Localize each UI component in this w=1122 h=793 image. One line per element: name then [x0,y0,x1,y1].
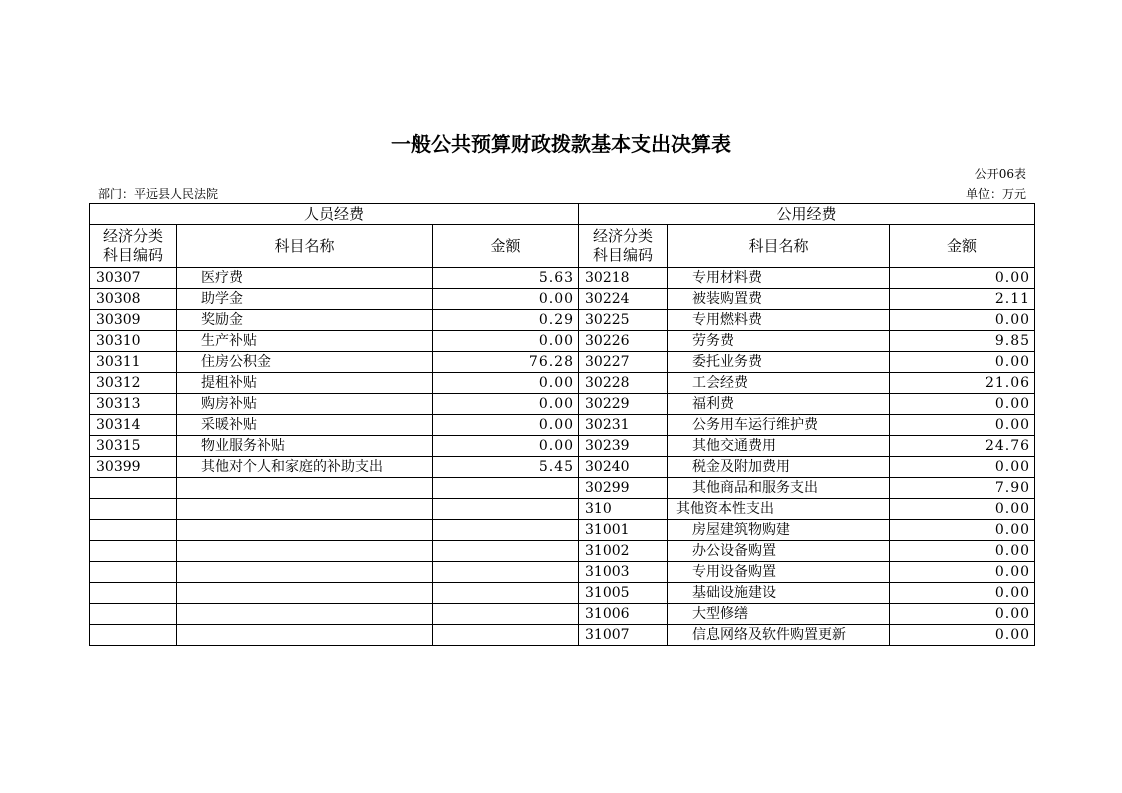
personnel-amount-cell: 0.00 [433,394,579,415]
table-row [90,415,1035,436]
personnel-code-cell [90,499,177,520]
public-amount-cell: 24.76 [890,436,1035,457]
public-amount-cell: 0.00 [890,541,1035,562]
personnel-name-cell [177,541,433,562]
col-header-code: 经济分类科目编码 [579,225,668,268]
public-amount-cell: 9.85 [890,331,1035,352]
col-header-code: 经济分类科目编码 [90,225,177,268]
personnel-amount-cell: 0.00 [433,289,579,310]
public-name-cell: 办公设备购置 [668,541,890,562]
personnel-code-cell [90,541,177,562]
public-amount-cell: 0.00 [890,562,1035,583]
column-header-row [90,225,1035,268]
personnel-code-cell: 30313 [90,394,177,415]
public-name-cell: 基础设施建设 [668,583,890,604]
table-row [90,310,1035,331]
public-amount-cell: 0.00 [890,310,1035,331]
public-code-cell: 30224 [579,289,668,310]
public-code-cell: 30231 [579,415,668,436]
personnel-name-cell [177,625,433,646]
personnel-amount-cell [433,583,579,604]
personnel-code-cell: 30399 [90,457,177,478]
public-name-cell: 专用燃料费 [668,310,890,331]
table-row [90,457,1035,478]
table-row [90,520,1035,541]
public-name-cell: 信息网络及软件购置更新 [668,625,890,646]
personnel-name-cell [177,478,433,499]
personnel-code-cell [90,583,177,604]
public-amount-cell: 21.06 [890,373,1035,394]
personnel-code-cell: 30308 [90,289,177,310]
table-row [90,289,1035,310]
public-code-cell: 30227 [579,352,668,373]
public-name-cell: 专用设备购置 [668,562,890,583]
personnel-amount-cell: 0.29 [433,310,579,331]
personnel-amount-cell [433,478,579,499]
personnel-name-cell: 提租补贴 [177,373,433,394]
department-label: 部门：平远县人民法院 [98,187,219,201]
personnel-name-cell [177,604,433,625]
col-header-name: 科目名称 [177,225,433,268]
table-row [90,562,1035,583]
public-code-cell: 31003 [579,562,668,583]
personnel-code-cell: 30309 [90,310,177,331]
public-amount-cell: 0.00 [890,268,1035,289]
public-code-cell: 31005 [579,583,668,604]
personnel-code-cell [90,478,177,499]
table-row [90,352,1035,373]
table-row [90,373,1035,394]
public-code-cell: 31007 [579,625,668,646]
public-amount-cell: 0.00 [890,499,1035,520]
personnel-name-cell: 助学金 [177,289,433,310]
personnel-header: 人员经费 [90,204,579,225]
public-name-cell: 劳务费 [668,331,890,352]
public-amount-cell: 0.00 [890,415,1035,436]
public-amount-cell: 0.00 [890,625,1035,646]
public-name-cell: 委托业务费 [668,352,890,373]
public-code-cell: 30239 [579,436,668,457]
public-code-cell: 30225 [579,310,668,331]
personnel-name-cell: 采暖补贴 [177,415,433,436]
public-amount-cell: 2.11 [890,289,1035,310]
public-amount-cell: 0.00 [890,352,1035,373]
personnel-amount-cell [433,562,579,583]
public-name-cell: 税金及附加费用 [668,457,890,478]
public-code-cell: 310 [579,499,668,520]
public-code-cell: 30226 [579,331,668,352]
table-row [90,268,1035,289]
public-code-cell: 31001 [579,520,668,541]
personnel-name-cell: 物业服务补贴 [177,436,433,457]
col-header-name: 科目名称 [668,225,890,268]
personnel-amount-cell: 0.00 [433,331,579,352]
personnel-amount-cell [433,604,579,625]
col-header-amount: 金额 [890,225,1035,268]
public-name-cell: 其他交通费用 [668,436,890,457]
public-code-cell: 30228 [579,373,668,394]
table-row [90,331,1035,352]
personnel-amount-cell: 5.45 [433,457,579,478]
personnel-name-cell: 其他对个人和家庭的补助支出 [177,457,433,478]
personnel-name-cell [177,583,433,604]
table-row [90,499,1035,520]
public-amount-cell: 0.00 [890,394,1035,415]
personnel-code-cell: 30314 [90,415,177,436]
col-header-amount: 金额 [433,225,579,268]
personnel-name-cell [177,520,433,541]
public-name-cell: 被装购置费 [668,289,890,310]
table-row [90,436,1035,457]
personnel-name-cell: 医疗费 [177,268,433,289]
personnel-code-cell [90,604,177,625]
personnel-amount-cell: 0.00 [433,373,579,394]
personnel-code-cell: 30310 [90,331,177,352]
personnel-name-cell: 住房公积金 [177,352,433,373]
public-name-cell: 工会经费 [668,373,890,394]
public-name-cell: 大型修缮 [668,604,890,625]
personnel-amount-cell: 76.28 [433,352,579,373]
public-code-cell: 30218 [579,268,668,289]
public-amount-cell: 0.00 [890,583,1035,604]
public-code-cell: 31002 [579,541,668,562]
personnel-amount-cell: 5.63 [433,268,579,289]
public-code-cell: 31006 [579,604,668,625]
personnel-amount-cell: 0.00 [433,436,579,457]
personnel-code-cell: 30307 [90,268,177,289]
personnel-code-cell: 30311 [90,352,177,373]
public-header: 公用经费 [579,204,1035,225]
personnel-code-cell: 30315 [90,436,177,457]
public-name-cell: 福利费 [668,394,890,415]
public-amount-cell: 0.00 [890,457,1035,478]
table-row [90,478,1035,499]
public-name-cell: 专用材料费 [668,268,890,289]
personnel-name-cell: 奖励金 [177,310,433,331]
page-title: 一般公共预算财政拨款基本支出决算表 [391,132,731,156]
personnel-name-cell [177,562,433,583]
public-name-cell: 其他资本性支出 [668,499,890,520]
public-code-cell: 30240 [579,457,668,478]
personnel-amount-cell [433,520,579,541]
public-code-cell: 30229 [579,394,668,415]
personnel-code-cell [90,625,177,646]
public-name-cell: 其他商品和服务支出 [668,478,890,499]
section-header-row [90,204,1035,225]
personnel-code-cell [90,520,177,541]
personnel-name-cell: 生产补贴 [177,331,433,352]
public-code-cell: 30299 [579,478,668,499]
public-name-cell: 房屋建筑物购建 [668,520,890,541]
personnel-amount-cell [433,625,579,646]
table-row [90,541,1035,562]
public-amount-cell: 0.00 [890,604,1035,625]
unit-label: 单位：万元 [965,187,1026,201]
expenditure-table [89,203,1035,646]
personnel-code-cell [90,562,177,583]
personnel-code-cell: 30312 [90,373,177,394]
personnel-amount-cell [433,541,579,562]
personnel-amount-cell: 0.00 [433,415,579,436]
table-row [90,604,1035,625]
form-code: 公开06表 [974,167,1026,181]
personnel-name-cell [177,499,433,520]
public-amount-cell: 7.90 [890,478,1035,499]
table-row [90,625,1035,646]
table-row [90,583,1035,604]
public-amount-cell: 0.00 [890,520,1035,541]
public-name-cell: 公务用车运行维护费 [668,415,890,436]
table-row [90,394,1035,415]
personnel-amount-cell [433,499,579,520]
personnel-name-cell: 购房补贴 [177,394,433,415]
